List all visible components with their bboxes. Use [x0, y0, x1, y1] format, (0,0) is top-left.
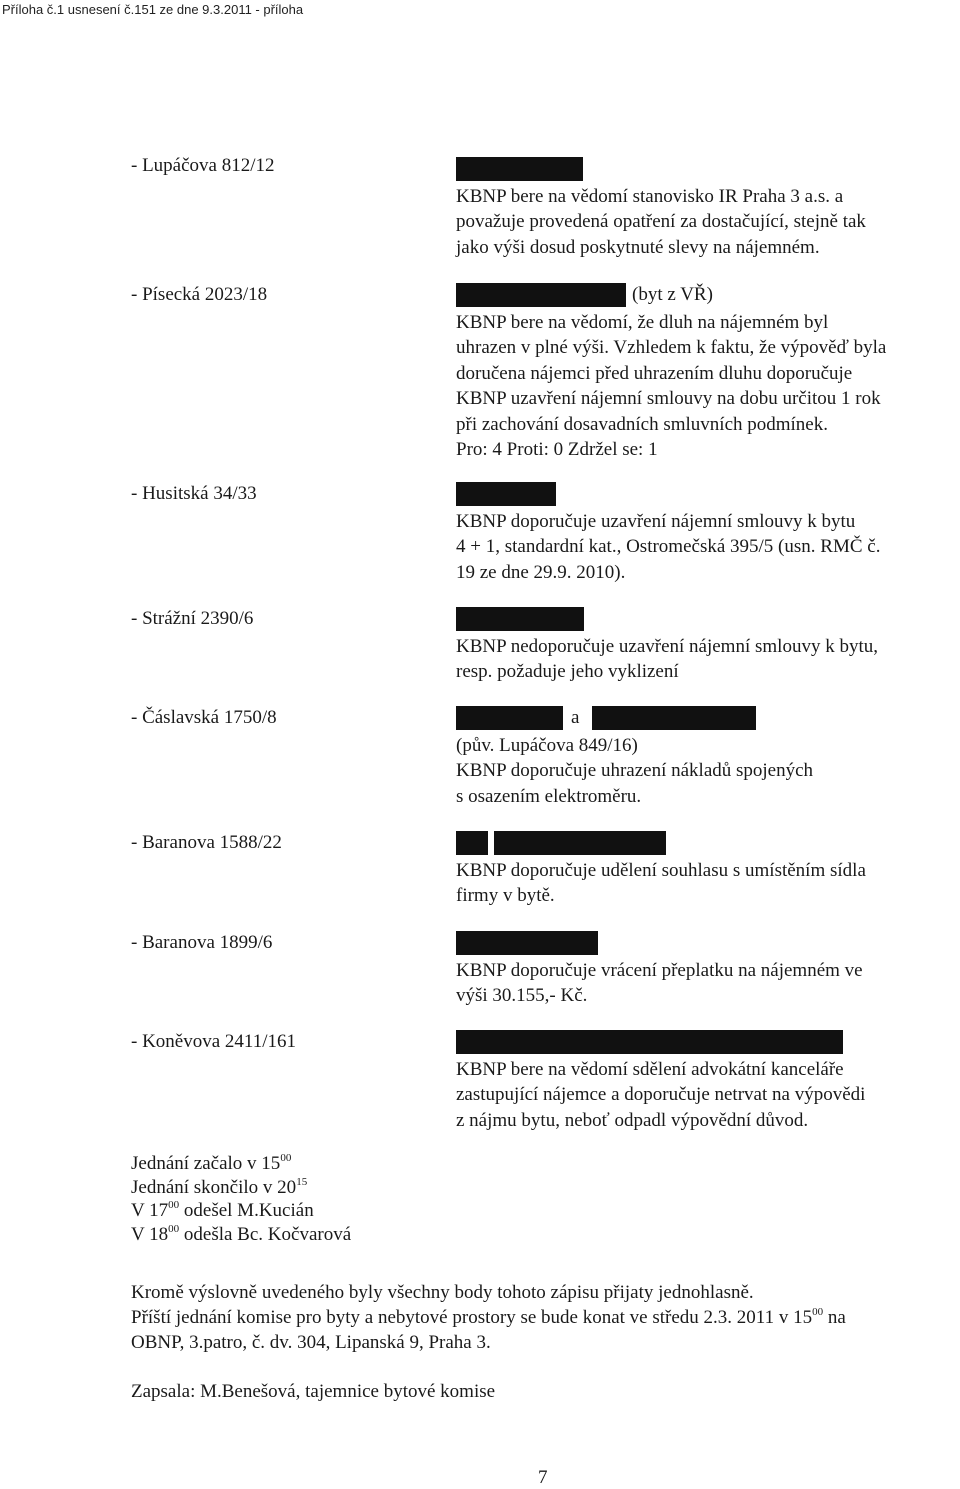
entry-address: - Strážní 2390/6: [131, 608, 254, 629]
entry-text-line: při zachování dosavadních smluvních podmínek.: [456, 413, 828, 435]
entry-text-line: jako výši dosud poskytnuté slevy na nájemném.: [456, 236, 820, 258]
next-meeting-minutes: 00: [812, 1306, 824, 1318]
redaction-block: [456, 931, 598, 955]
redaction-block: [456, 157, 583, 181]
session-end-minutes: 15: [296, 1175, 308, 1188]
redaction-block: [456, 607, 584, 631]
entry-text-line: výši 30.155,- Kč.: [456, 985, 588, 1007]
redaction-block: [456, 482, 556, 506]
entry-text-line: uhrazen v plné výši. Vzhledem k faktu, že výpověď byla: [456, 337, 887, 359]
session-end-text: Jednání skončilo v 20: [131, 1176, 297, 1198]
leave1-minutes: 00: [168, 1199, 180, 1211]
entry-text-line: KBNP nedoporučuje uzavření nájemní smlouvy k bytu,: [456, 636, 878, 657]
entry-text-line: považuje provedená opatření za dostačující, stejně tak: [456, 211, 866, 233]
closing-line-2: [131, 1305, 960, 1330]
leave2-text: odešla Bc. Kočvarová: [179, 1223, 352, 1245]
page-number: 7: [538, 1467, 548, 1488]
closing-line-1: Kromě výslovně uvedeného byly všechny body tohoto zápisu přijaty jednohlasně.: [131, 1282, 754, 1303]
entry-text-line: s osazením elektroměru.: [456, 785, 642, 807]
session-start-minutes: 00: [280, 1152, 292, 1164]
redaction-block: [456, 706, 563, 730]
document-header: Příloha č.1 usnesení č.151 ze dne 9.3.2011 - příloha: [2, 2, 304, 17]
closing-paragraph: [131, 1280, 960, 1355]
entry-text-line: KBNP doporučuje uzavření nájemní smlouvy k bytu: [456, 511, 856, 532]
entry-text-line: KBNP bere na vědomí, že dluh na nájemném byl: [456, 312, 829, 333]
entry-address: - Husitská 34/33: [131, 483, 257, 504]
entry-text-line: resp. požaduje jeho vyklizení: [456, 661, 679, 683]
redaction-block: [494, 831, 666, 855]
redaction-block: [592, 706, 756, 730]
entry-address: - Baranova 1588/22: [131, 832, 282, 853]
entry-text-line: (pův. Lupáčova 849/16): [456, 735, 638, 756]
redaction-connector: a: [571, 707, 580, 728]
leave1-time: V 17: [131, 1200, 169, 1221]
entry-text-line: KBNP uzavření nájemní smlouvy na dobu určitou 1 rok: [456, 388, 881, 410]
closing-line-3: OBNP, 3.patro, č. dv. 304, Lipanská 9, Praha 3.: [131, 1332, 491, 1353]
member-leave-1: [131, 1199, 351, 1223]
entry-address: - Lupáčova 812/12: [131, 155, 275, 176]
redaction-block: [456, 283, 626, 307]
entry-address: - Koněvova 2411/161: [131, 1031, 296, 1052]
session-times: [131, 1152, 351, 1246]
entry-address: - Baranova 1899/6: [131, 932, 273, 953]
entry-address: - Písecká 2023/18: [131, 284, 268, 305]
next-meeting-text: Příští jednání komise pro byty a nebytové prostory se bude konat ve středu 2.3. 2011 v 15: [131, 1307, 813, 1328]
entry-text-line: KBNP doporučuje udělení souhlasu s umístěním sídla: [456, 860, 866, 881]
entry-text-line: KBNP bere na vědomí stanovisko IR Praha 3 a.s. a: [456, 186, 844, 207]
entry-text-line: doručena nájemci před uhrazením dluhu doporučuje: [456, 362, 853, 384]
entry-text-line: KBNP doporučuje vrácení přeplatku na nájemném ve: [456, 960, 863, 981]
redaction-suffix: (byt z VŘ): [632, 284, 713, 305]
vote-line: Pro: 4 Proti: 0 Zdržel se: 1: [456, 439, 658, 461]
session-end: [131, 1176, 351, 1200]
entry-text-line: KBNP doporučuje uhrazení nákladů spojených: [456, 760, 814, 782]
leave2-time: V 18: [131, 1223, 169, 1245]
redaction-block: [456, 1030, 843, 1054]
member-leave-2: [131, 1223, 351, 1247]
redaction-block: [456, 831, 488, 855]
entry-text-line: 4 + 1, standardní kat., Ostromečská 395/5 (usn. RMČ č.: [456, 536, 881, 558]
entry-text-line: firmy v bytě.: [456, 885, 555, 907]
leave2-minutes: 00: [168, 1222, 180, 1235]
entry-text-line: zastupující nájemce a doporučuje netrvat na výpovědi: [456, 1084, 866, 1106]
session-start-text: Jednání začalo v 15: [131, 1153, 281, 1174]
session-start: [131, 1152, 351, 1176]
entry-text-line: KBNP bere na vědomí sdělení advokátní kanceláře: [456, 1059, 844, 1080]
signature-line: Zapsala: M.Benešová, tajemnice bytové komise: [131, 1381, 496, 1402]
entry-address: - Čáslavská 1750/8: [131, 707, 277, 728]
leave1-text: odešel M.Kucián: [179, 1200, 314, 1221]
next-meeting-suffix: na: [823, 1307, 846, 1328]
entry-text-line: 19 ze dne 29.9. 2010).: [456, 561, 626, 583]
entry-text-line: z nájmu bytu, neboť odpadl výpovědní důvod.: [456, 1109, 809, 1131]
